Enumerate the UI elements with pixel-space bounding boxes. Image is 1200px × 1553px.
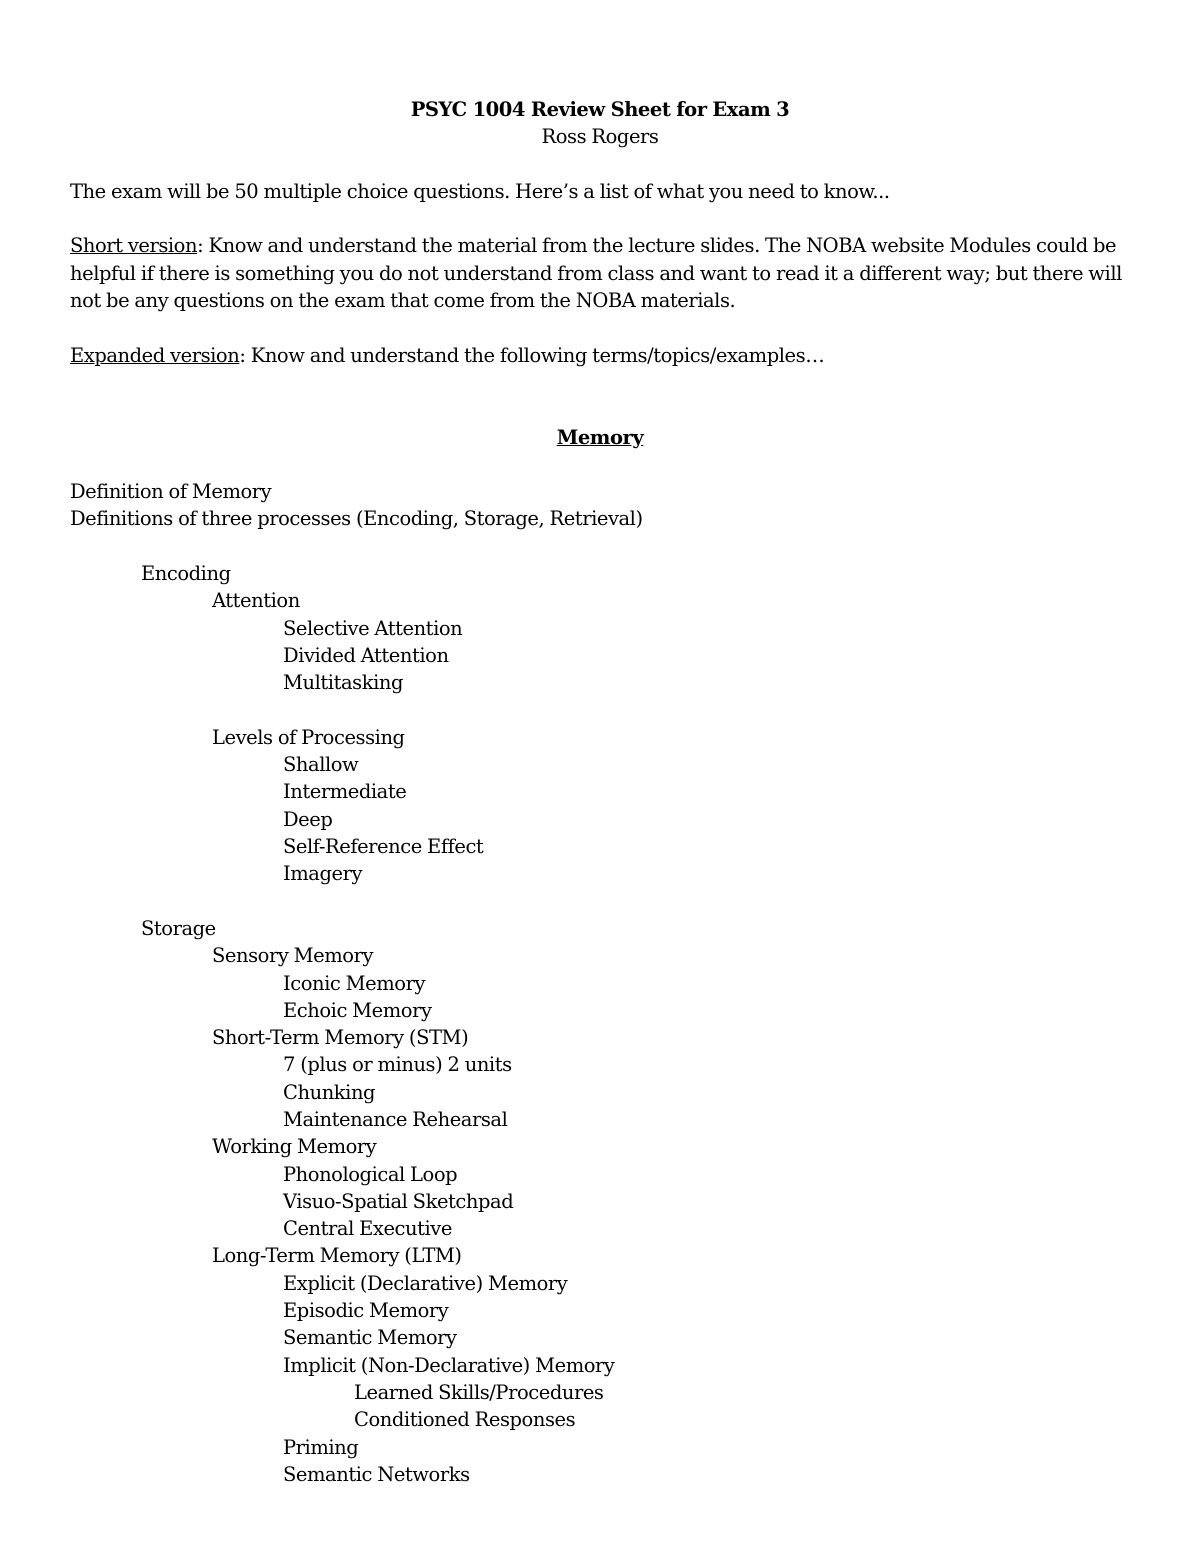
author-name: Ross Rogers: [541, 125, 659, 149]
short-version-label: Short version: [70, 234, 198, 258]
list-item: Shallow: [283, 753, 359, 777]
list-item: Visuo-Spatial Sketchpad: [283, 1189, 514, 1213]
document-page: [70, 96, 1130, 1488]
list-item: Multitasking: [283, 671, 403, 695]
list-item: Implicit (Non-Declarative) Memory: [283, 1353, 615, 1377]
list-item: Iconic Memory: [283, 971, 426, 995]
list-item: Definition of Memory: [70, 480, 272, 504]
list-item: Central Executive: [283, 1217, 452, 1241]
list-item: Semantic Memory: [283, 1326, 457, 1350]
list-item: Self-Reference Effect: [283, 835, 484, 859]
list-item: Intermediate: [283, 780, 407, 804]
sensory-memory-label: Sensory Memory: [212, 944, 374, 968]
expanded-version-label: Expanded version: [70, 343, 240, 367]
list-item: Imagery: [283, 862, 363, 886]
expanded-version-line: [70, 342, 1130, 369]
list-item: Semantic Networks: [283, 1462, 470, 1486]
ltm-label: Long-Term Memory (LTM): [212, 1244, 462, 1268]
list-item: Conditioned Responses: [354, 1408, 576, 1432]
intro-text: The exam will be 50 multiple choice questions. Here’s a list of what you need to know...: [70, 179, 890, 203]
list-item: 7 (plus or minus) 2 units: [283, 1053, 512, 1077]
list-item: Divided Attention: [283, 643, 449, 667]
list-item: Chunking: [283, 1080, 376, 1104]
list-item: Learned Skills/Procedures: [354, 1380, 604, 1404]
storage-label: Storage: [141, 916, 216, 940]
short-version-line-2: helpful if there is something you do not understand from class and want to read it a different way; but there will: [70, 261, 1122, 285]
page-title: PSYC 1004 Review Sheet for Exam 3: [410, 98, 790, 121]
stm-label: Short-Term Memory (STM): [212, 1026, 469, 1050]
expanded-version-text: : Know and understand the following terms/topics/examples…: [239, 343, 825, 367]
attention-label: Attention: [212, 589, 300, 613]
list-item: Selective Attention: [283, 616, 463, 640]
short-version-text: : Know and understand the material from the lecture slides. The NOBA website Modules could be: [197, 234, 1117, 258]
short-version-line-1: [70, 232, 1130, 259]
encoding-label: Encoding: [141, 562, 231, 586]
list-item: Maintenance Rehearsal: [283, 1107, 508, 1131]
list-item: Definitions of three processes (Encoding, Storage, Retrieval): [70, 507, 643, 531]
list-item: Explicit (Declarative) Memory: [283, 1271, 568, 1295]
list-item: Deep: [283, 807, 333, 831]
memory-heading: Memory: [556, 425, 644, 449]
list-item: Priming: [283, 1435, 359, 1459]
list-item: Episodic Memory: [283, 1299, 449, 1323]
working-memory-label: Working Memory: [212, 1135, 377, 1159]
list-item: Echoic Memory: [283, 998, 432, 1022]
levels-label: Levels of Processing: [212, 725, 405, 749]
list-item: Phonological Loop: [283, 1162, 458, 1186]
short-version-line-3: not be any questions on the exam that come from the NOBA materials.: [70, 289, 736, 313]
